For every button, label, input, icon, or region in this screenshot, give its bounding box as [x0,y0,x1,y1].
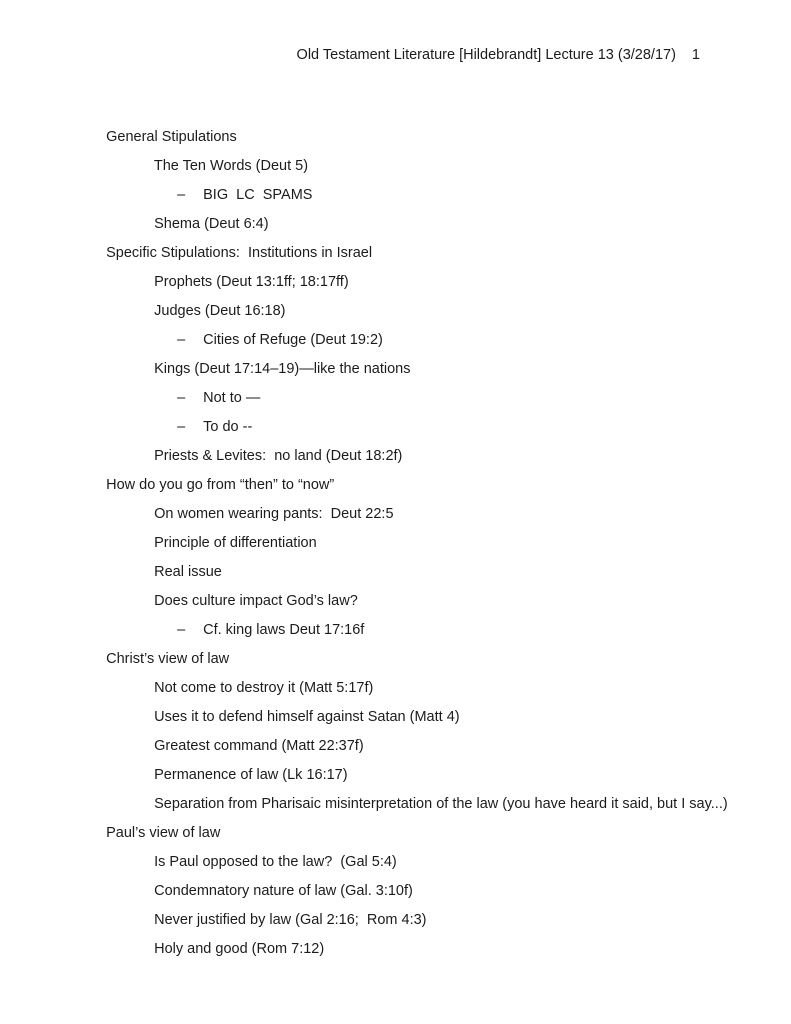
outline-item-text: BIG LC SPAMS [203,187,313,203]
dash-bullet: – [177,332,186,348]
outline-item-text: Shema (Deut 6:4) [154,216,269,232]
outline-item-text: Priests & Levites: no land (Deut 18:2f) [154,448,403,464]
outline-item [90,94,771,145]
outline-item-text: On women wearing pants: Deut 22:5 [154,506,394,522]
outline-item-text: Greatest command (Matt 22:37f) [154,738,364,754]
outline-item-text: Christ’s view of law [106,651,230,667]
outline-item-text: Not come to destroy it (Matt 5:17f) [154,680,374,696]
outline-item-text: Does culture impact God’s law? [154,593,358,609]
outline-item-text: How do you go from “then” to “now” [106,477,335,493]
outline-item-text: Kings (Deut 17:14–19)—like the nations [154,361,411,377]
outline-item-text: Never justified by law (Gal 2:16; Rom 4:3) [154,912,427,928]
outline-item-text: General Stipulations [106,129,237,145]
dash-bullet: – [177,390,186,406]
outline-item-text: Cf. king laws Deut 17:16f [203,622,365,638]
outline-item-text: Principle of differentiation [154,535,317,551]
outline-item-text: Cities of Refuge (Deut 19:2) [203,332,383,348]
outline-item-text: Specific Stipulations: Institutions in Israel [106,245,373,261]
outline-item-text: The Ten Words (Deut 5) [153,158,309,174]
outline-item-text: Holy and good (Rom 7:12) [154,941,325,957]
dash-bullet: – [177,187,186,203]
page-number: 1 [691,47,700,63]
outline-item-text: Is Paul opposed to the law? (Gal 5:4) [154,854,397,870]
header-title: Old Testament Literature [Hildebrandt] Lecture 13 (3/28/17) [296,47,676,63]
outline-item-text: To do -- [203,419,253,435]
outline-item-text: Prophets (Deut 13:1ff; 18:17ff) [154,274,349,290]
outline-item-text: Permanence of law (Lk 16:17) [154,767,348,783]
outline [90,94,771,957]
dash-bullet: – [177,419,186,435]
page-header [0,47,700,63]
dash-bullet: – [177,622,186,638]
outline-item-text: Not to — [203,390,261,406]
outline-item-text: Judges (Deut 16:18) [154,303,286,319]
outline-item-text: Paul’s view of law [106,825,221,841]
outline-item-text: Uses it to defend himself against Satan (Matt 4) [154,709,460,725]
outline-item-text: Separation from Pharisaic misinterpretation of the law (you have heard it said, but I say...) [154,796,728,812]
outline-item-text: Condemnatory nature of law (Gal. 3:10f) [154,883,413,899]
outline-item-text: Real issue [154,564,222,580]
